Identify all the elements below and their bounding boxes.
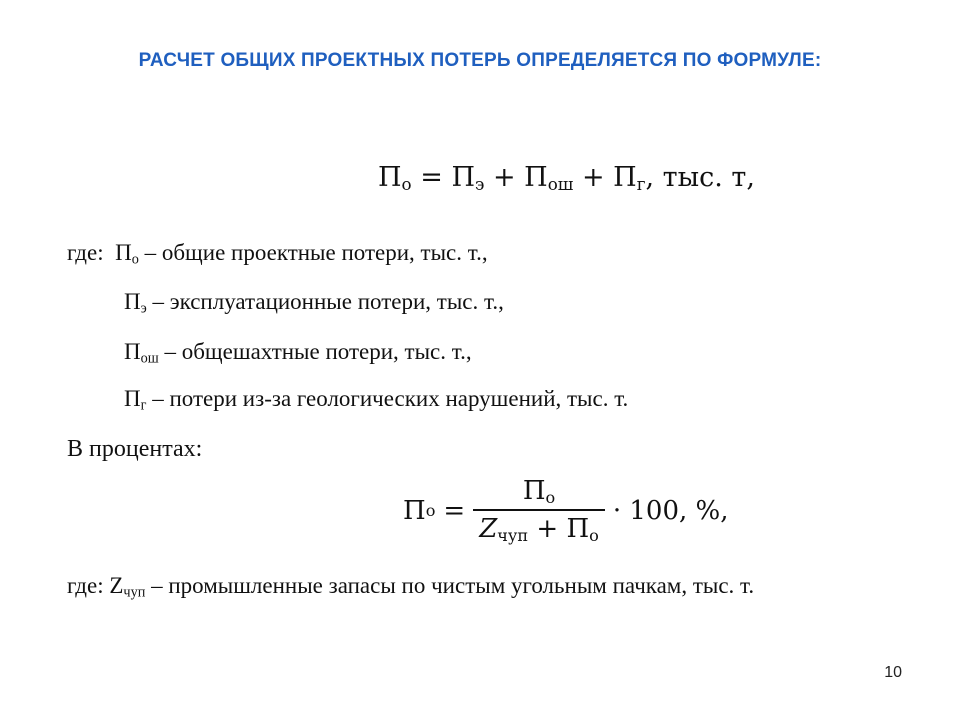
equals-sign: = bbox=[420, 162, 443, 193]
fraction bbox=[473, 476, 605, 545]
def-symbol: П bbox=[124, 289, 141, 314]
def-subscript: ош bbox=[140, 350, 159, 367]
def-text: – промышленные запасы по чистым угольным пачкам, тыс. т. bbox=[145, 573, 755, 598]
subscript: о bbox=[545, 488, 556, 508]
subscript: г bbox=[636, 174, 646, 195]
definition-line-total bbox=[67, 240, 488, 269]
plus-sign: + bbox=[492, 162, 516, 193]
def-subscript: э bbox=[140, 300, 147, 317]
subscript: э bbox=[474, 174, 485, 195]
subscript: ош bbox=[547, 174, 574, 195]
subscript: о bbox=[425, 501, 436, 521]
subscript: о bbox=[401, 174, 412, 195]
symbol-p: П bbox=[613, 162, 637, 193]
formula-total-losses bbox=[378, 162, 755, 194]
definition-line-reserves bbox=[67, 573, 754, 602]
def-text: – эксплуатационные потери, тыс. т., bbox=[146, 289, 504, 314]
def-subscript: г bbox=[140, 397, 147, 414]
def-text: – общие проектные потери, тыс. т., bbox=[138, 240, 488, 265]
def-text: – потери из-за геологических нарушений, тыс. т. bbox=[146, 386, 629, 411]
fraction-numerator bbox=[517, 476, 561, 509]
percent-label: В процентах: bbox=[67, 436, 203, 462]
formula-tail: · 100, %, bbox=[612, 495, 729, 526]
formula-percent-losses bbox=[403, 476, 729, 545]
def-subscript: чуп bbox=[123, 584, 146, 601]
symbol-z: Z bbox=[479, 514, 498, 545]
symbol-p: П bbox=[524, 162, 548, 193]
equals-sign: = bbox=[443, 495, 466, 526]
subscript: о bbox=[589, 526, 599, 546]
def-subscript: о bbox=[131, 251, 139, 268]
def-symbol: П bbox=[124, 339, 141, 364]
unit-text: , тыс. т, bbox=[645, 162, 755, 193]
symbol-p: П bbox=[378, 162, 402, 193]
definition-line-mine-wide bbox=[124, 339, 472, 368]
def-symbol: Z bbox=[109, 573, 124, 598]
plus-sign: + bbox=[581, 162, 605, 193]
def-text: – общешахтные потери, тыс. т., bbox=[158, 339, 472, 364]
fraction-denominator bbox=[473, 511, 605, 545]
def-symbol: П bbox=[115, 240, 132, 265]
slide-title: РАСЧЕТ ОБЩИХ ПРОЕКТНЫХ ПОТЕРЬ ОПРЕДЕЛЯЕТСЯ ПО ФОРМУЛЕ: bbox=[138, 50, 822, 71]
plus-sign: + bbox=[536, 514, 559, 545]
def-symbol: П bbox=[124, 386, 141, 411]
page-number: 10 bbox=[884, 664, 902, 681]
symbol-p: П bbox=[451, 162, 475, 193]
definition-line-operational bbox=[124, 289, 504, 318]
symbol-p: П bbox=[403, 495, 426, 526]
where-label: где: bbox=[67, 573, 104, 598]
definition-line-geological bbox=[124, 386, 628, 415]
symbol-p: П bbox=[566, 514, 590, 545]
where-label: где: bbox=[67, 240, 104, 265]
subscript: чуп bbox=[497, 526, 529, 546]
symbol-p: П bbox=[522, 476, 546, 506]
